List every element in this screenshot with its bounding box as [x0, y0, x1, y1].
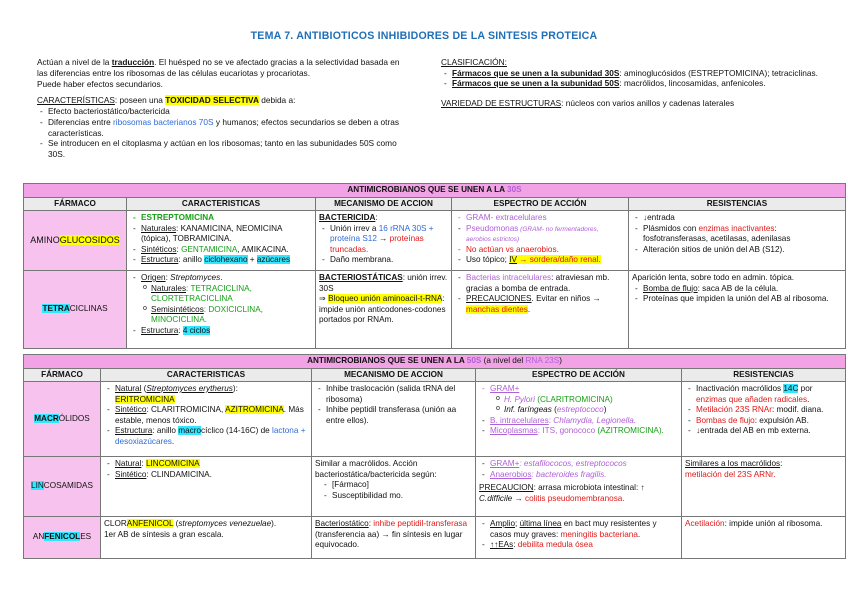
text: RNA 23S — [525, 356, 560, 365]
cell-caracteristicas — [127, 271, 316, 349]
text: Fármacos que se unen a la subunidad 50S — [452, 78, 620, 89]
intro-section — [37, 57, 407, 159]
band-title — [24, 355, 846, 369]
list-item — [685, 384, 842, 405]
text: LIN — [31, 481, 44, 491]
list-item — [104, 384, 308, 405]
text: : atraviesan mb. gracias a bomba de entrada. — [466, 273, 610, 293]
text: : macrólidos, lincosamidas, anfenicoles. — [619, 78, 766, 89]
list-item: - ESTREPTOMICINA — [130, 213, 312, 224]
list-item — [455, 255, 625, 266]
text: debilita medula ósea — [517, 540, 593, 549]
list-item: - Daño membrana. — [319, 255, 448, 266]
text: Bomba de flujo — [643, 283, 698, 293]
text: ( — [141, 384, 147, 393]
text: . El huésped no se ve afectado gracias a la selectividad basada en las diferencias entre los ribosomas de las células eucariotas y procariotas. — [37, 57, 400, 78]
list-item — [319, 224, 448, 256]
text: Estructura — [115, 426, 153, 435]
text: COSAMIDAS — [43, 481, 93, 491]
text: ANTIMICROBIANOS QUE SE UNEN A LA — [347, 185, 508, 194]
text: última línea — [519, 519, 562, 528]
text: Sintético — [115, 405, 147, 414]
text — [319, 294, 448, 326]
col-header-resistencias: RESISTENCIAS — [682, 368, 846, 382]
text: : — [780, 459, 783, 468]
col-header-espectro: ESPECTRO DE ACCIÓN — [476, 368, 682, 382]
text: ANFENICOL — [126, 519, 174, 528]
text: Natural — [115, 384, 142, 393]
text: CARACTERÍSTICAS — [37, 94, 115, 105]
text: Estructura — [141, 255, 179, 264]
text: : impide unión anticodones-codones portados por RNAm. — [319, 294, 446, 324]
band-title — [24, 184, 846, 198]
table-row — [24, 382, 846, 457]
list-item — [493, 405, 678, 416]
text: : anillo — [152, 426, 179, 435]
list-item: - Efecto bacteriostático/bactericida — [37, 106, 407, 117]
table-50s — [23, 354, 846, 559]
text: : — [513, 540, 518, 549]
text: (transferencia aa) → fin síntesis en lugar equivocado. — [315, 529, 463, 549]
text: IV — [509, 255, 517, 264]
text: ribosomas bacterianos 70S — [113, 117, 214, 128]
list-item — [632, 284, 842, 295]
table-band-header — [24, 184, 846, 198]
text: : ITS, gonococo — [537, 426, 596, 435]
cell-espectro — [452, 211, 629, 271]
text: : expulsión AB. — [754, 415, 809, 425]
text: azúcares — [256, 255, 291, 264]
list-item — [479, 459, 678, 470]
text: Estructura — [141, 325, 179, 335]
list-item — [37, 117, 407, 138]
text: : — [368, 519, 374, 528]
text: Semisintéticos — [151, 304, 204, 314]
text: : modif. diana. — [772, 405, 824, 414]
list-item: - GRAM- extracelulares — [455, 213, 625, 224]
list-item: - Proteínas que impiden la unión del AB al ribosoma. — [632, 294, 842, 305]
text: y humanos; efectos secundarios se deben a otras características. — [48, 117, 399, 138]
text: Micoplasmas — [490, 426, 538, 435]
text: metilación del 23S ARNr. — [685, 469, 776, 479]
cell-caracteristicas — [101, 382, 312, 457]
text: : CLARITROMICINA, — [146, 405, 226, 414]
text: → sordera/daño renal. — [516, 255, 601, 264]
caracteristicas-list — [37, 106, 407, 159]
text: cíclico (14-16C) de — [201, 426, 273, 435]
text: (GRAM- no fermentadores, aerobios estrictos) — [466, 225, 599, 243]
text: : CLINDAMICINA. — [146, 469, 212, 479]
text: : núcleos con varios anillos y cadenas laterales — [561, 97, 735, 108]
text: : — [141, 459, 146, 468]
text: Uso tópico; — [466, 255, 510, 264]
table-30s — [23, 183, 846, 349]
text: . — [807, 394, 810, 404]
list-item: - Se introducen en el citoplasma y actúan en los ribosomas; tanto en las subunidades 50S como 30S. — [37, 138, 407, 159]
table-column-headers — [24, 197, 846, 211]
text: MACR — [34, 413, 59, 423]
text: : aminoglucósidos (ESTREPTOMICINA); tetraciclinas. — [619, 67, 818, 78]
col-header-espectro: ESPECTRO DE ACCIÓN — [452, 197, 629, 211]
text: TOXICIDAD SELECTIVA — [165, 94, 259, 105]
clasificacion-section — [441, 57, 841, 108]
text: Bacteriostático — [315, 519, 369, 528]
text: Actúan a nivel de la — [37, 57, 112, 67]
text: : KANAMICINA, NEOMICINA (tópica), TOBRAMICINA. — [141, 223, 283, 243]
list-item — [685, 416, 842, 427]
text: Acetilación — [685, 519, 725, 528]
text: ). — [271, 519, 277, 528]
drug-name-tetraciclinas — [24, 271, 127, 349]
text: : — [165, 273, 171, 282]
text: Sintético — [115, 469, 147, 479]
text: Naturales — [141, 223, 177, 233]
cell-espectro — [476, 457, 682, 517]
text: Fármacos que se unen a la subunidad 30S — [452, 67, 620, 78]
text: Streptomyces erytherus — [146, 384, 233, 393]
cell-resistencias — [629, 271, 846, 349]
cell-resistencias — [682, 517, 846, 559]
list-item — [685, 405, 842, 416]
text: ÓLIDOS — [58, 413, 90, 423]
text: , AMIKACINA. — [237, 244, 289, 254]
list-item: - [Fármaco] — [321, 480, 472, 491]
text: Origen — [141, 273, 166, 282]
text: 16 rRNA 30S + proteína S12 — [330, 223, 434, 243]
cell-resistencias — [682, 382, 846, 457]
list-item — [104, 459, 308, 470]
text: Pseudomonas — [466, 223, 519, 233]
list-item — [104, 470, 308, 481]
clasificacion-list — [441, 68, 841, 89]
text: PRECAUCION — [479, 483, 534, 492]
text: TETRA — [42, 304, 70, 314]
text: Bacterias intracelulares — [466, 273, 552, 282]
list-item — [493, 395, 678, 406]
text: ): — [232, 384, 238, 393]
text: Streptomyces — [170, 273, 221, 282]
text: ) — [603, 405, 607, 414]
table-row — [24, 211, 846, 271]
text: . — [527, 304, 531, 314]
list-item: - GRAM+ — [479, 384, 678, 395]
text: (a nivel del — [481, 356, 526, 365]
text: BACTERICIDA — [319, 213, 376, 222]
cell-resistencias — [629, 211, 846, 271]
list-item: - ↓entrada — [632, 213, 842, 224]
table-row — [24, 271, 846, 349]
text: BACTERIOSTÁTICAS — [319, 273, 403, 282]
text: ANTIMICROBIANOS QUE SE UNEN A LA — [307, 356, 467, 365]
col-header-caracteristicas: CARACTERISTICAS — [101, 368, 312, 382]
text: : — [548, 415, 554, 425]
list-item — [479, 540, 678, 551]
list-item — [104, 426, 308, 447]
text: GRAM+ — [490, 459, 520, 468]
list-item — [441, 78, 841, 89]
drug-name-aminoglucosidos — [24, 211, 127, 271]
text: (CLARITROMICINA) — [534, 394, 613, 404]
text: . — [220, 273, 223, 282]
text: → — [376, 234, 390, 243]
text: : — [375, 213, 378, 222]
text: CLOR — [104, 519, 127, 528]
list-item — [479, 470, 678, 481]
text: AN — [32, 532, 45, 542]
text: Metilación 23S RNAr — [696, 405, 772, 414]
text: enzimas que añaden radicales — [696, 394, 808, 404]
text: 30S — [507, 185, 522, 194]
text — [319, 273, 448, 294]
text: streptomyces venezuelae — [178, 519, 272, 528]
caracteristicas-heading — [37, 95, 407, 106]
text: : poseen una — [114, 94, 166, 105]
col-header-resistencias: RESISTENCIAS — [629, 197, 846, 211]
text: 50S — [466, 356, 482, 365]
text: enzimas inactivantes — [698, 223, 775, 233]
text: Bombas de flujo — [696, 415, 755, 425]
cell-resistencias — [682, 457, 846, 517]
col-header-farmaco: FÁRMACO — [24, 197, 127, 211]
cell-mecanismo — [312, 517, 476, 559]
text: colitis pseudomembranosa. — [524, 493, 625, 503]
cell-caracteristicas — [101, 517, 312, 559]
text: . — [637, 529, 641, 539]
list-item — [455, 294, 625, 315]
list-item — [455, 224, 625, 245]
list-item — [130, 273, 312, 284]
text: 14C — [783, 384, 799, 393]
cell-caracteristicas — [101, 457, 312, 517]
text: : unión irrev. 30S — [319, 273, 448, 293]
list-item — [130, 224, 312, 245]
text: Similares a los macrólidos — [685, 459, 781, 468]
text: 1er AB de síntesis a gran escala. — [104, 529, 224, 539]
cell-caracteristicas — [127, 211, 316, 271]
col-header-caracteristicas: CARACTERISTICAS — [127, 197, 316, 211]
text: Aparición lenta, sobre todo en admin. tópica. — [632, 273, 795, 282]
text: : TETRACICLINA, CLORTETRACICLINA — [151, 283, 252, 303]
text: Sintéticos — [141, 244, 177, 254]
text: Diferencias entre — [48, 117, 114, 128]
list-item — [479, 426, 678, 437]
text — [479, 483, 678, 504]
list-item: - Inhibe peptidil transferasa (unión aa entre ellos). — [315, 405, 472, 426]
variedad-estructuras — [441, 98, 841, 109]
col-header-farmaco: FÁRMACO — [24, 368, 101, 382]
text: : bacteroides fragilis. — [531, 469, 607, 479]
table-column-headers — [24, 368, 846, 382]
text: traducción — [111, 57, 155, 67]
text: Amplio — [490, 519, 516, 528]
clasificacion-heading: CLASIFICACIÓN: — [441, 57, 507, 67]
list-item — [140, 305, 312, 326]
text: AZITROMICINA — [225, 405, 284, 414]
text: Inactivación macrólidos — [696, 384, 784, 393]
text: PRECAUCIONES — [466, 294, 532, 303]
text: . — [171, 436, 175, 446]
list-item — [479, 416, 678, 427]
table-row — [24, 457, 846, 517]
text: . Evitar en niños → — [531, 294, 601, 303]
text: C.difficile — [479, 493, 513, 503]
text: B. intracelulares — [490, 415, 549, 425]
text: : arrasa microbiota intestinal: ↑ — [533, 483, 645, 492]
text: → — [512, 493, 525, 503]
text: Anaerobios — [490, 469, 532, 479]
text: LINCOMICINA — [145, 459, 200, 468]
list-item — [140, 284, 312, 305]
text: Similar a macrólidos. Acción bacteriostática/bactericida según: — [315, 459, 437, 479]
text: (AZITROMICINA). — [595, 426, 664, 435]
table-band-header — [24, 355, 846, 369]
list-item — [130, 326, 312, 337]
col-header-mecanismo: MECANISMO DE ACCION — [316, 197, 452, 211]
table-row — [24, 517, 846, 559]
text: ) — [559, 356, 562, 365]
text: ↑↑EAs — [490, 540, 514, 549]
text: : — [176, 244, 182, 254]
text: : fosfotransferasas, acetilasas, adenilasas — [643, 223, 791, 243]
text: : impide unión al ribosoma. — [724, 519, 823, 528]
drug-name-lincosamidas — [24, 457, 101, 517]
text: : — [178, 325, 183, 335]
text: : saca AB de la célula. — [697, 283, 779, 293]
text: AMINO — [30, 234, 60, 245]
text: Inf. faríngeas — [504, 405, 552, 414]
text: FENICOL — [44, 532, 81, 542]
text: ES — [80, 532, 92, 542]
text: H. Pylori — [504, 394, 535, 404]
col-header-mecanismo: MECANISMO DE ACCION — [312, 368, 476, 382]
list-item — [130, 245, 312, 256]
text: Chlamydia, Legionella. — [553, 415, 637, 425]
list-item: - ↓entrada del AB en mb externa. — [685, 426, 842, 437]
text: : anillo — [178, 255, 205, 264]
text: ERITROMICINA — [115, 394, 175, 404]
text — [319, 213, 448, 224]
text: : DOXICICLINA, MINOCICLINA. — [151, 304, 263, 324]
cell-mecanismo — [316, 211, 452, 271]
text: en bact muy resistentes y casos muy graves: — [490, 519, 657, 539]
text: GLUCOSIDOS — [59, 234, 120, 245]
text: inhibe peptidil-transferasa — [373, 519, 468, 528]
text: macro — [178, 426, 202, 435]
text: Bloqueo unión aminoacil-t-RNA — [328, 294, 443, 303]
text: lactona + desoxiazúcares — [115, 426, 306, 446]
text — [104, 519, 308, 530]
drug-name-anfenicoles — [24, 517, 101, 559]
text: por — [798, 384, 813, 393]
text: . Más estable, menos tóxico. — [115, 405, 304, 425]
list-item — [455, 273, 625, 294]
cell-espectro — [476, 382, 682, 457]
text: ( — [551, 405, 557, 414]
text: 4 ciclos — [182, 325, 211, 335]
text — [685, 459, 842, 470]
text: proteínas truncadas. — [330, 234, 424, 254]
cell-mecanismo — [312, 457, 476, 517]
list-item: - Alteración sitios de unión del AB (S12). — [632, 245, 842, 256]
cell-mecanismo — [316, 271, 452, 349]
text: debida a: — [258, 94, 296, 105]
list-item: - Inhibe traslocación (salida tRNA del ribosoma) — [315, 384, 472, 405]
text — [685, 519, 842, 530]
text: ⇒ — [319, 294, 329, 303]
intro-paragraph-1 — [37, 57, 407, 78]
text — [315, 519, 472, 551]
text: meningitis bacteriana — [560, 529, 638, 539]
text: manchas dientes — [466, 304, 528, 314]
text: ciclohexano — [204, 255, 248, 264]
text: Natural — [115, 459, 142, 468]
text: Plásmidos con — [643, 223, 699, 233]
text: ; — [515, 519, 520, 528]
text: : estafilococos, estreptococos — [519, 459, 627, 468]
list-item: - No actúan vs anaerobios. — [455, 245, 625, 256]
text: VARIEDAD DE ESTRUCTURAS — [441, 97, 562, 108]
text: GENTAMICINA — [181, 244, 238, 254]
list-item — [130, 255, 312, 266]
list-item — [632, 224, 842, 245]
text: estreptococo — [556, 405, 604, 414]
cell-espectro — [452, 271, 629, 349]
list-item: - Susceptibilidad mo. — [321, 491, 472, 502]
text: CICLINAS — [69, 304, 108, 314]
text: + — [247, 255, 257, 264]
intro-paragraph-2: Puede haber efectos secundarios. — [37, 79, 163, 90]
cell-espectro — [476, 517, 682, 559]
list-item — [104, 405, 308, 426]
text: Naturales — [151, 283, 187, 293]
drug-name-macrolidos — [24, 382, 101, 457]
text: Unión irrev a — [330, 223, 379, 233]
text: ( — [173, 519, 179, 528]
page-title: TEMA 7. ANTIBIOTICOS INHIBIDORES DE LA SINTESIS PROTEICA — [250, 30, 598, 42]
list-item — [441, 68, 841, 79]
cell-mecanismo — [312, 382, 476, 457]
list-item — [479, 519, 678, 540]
